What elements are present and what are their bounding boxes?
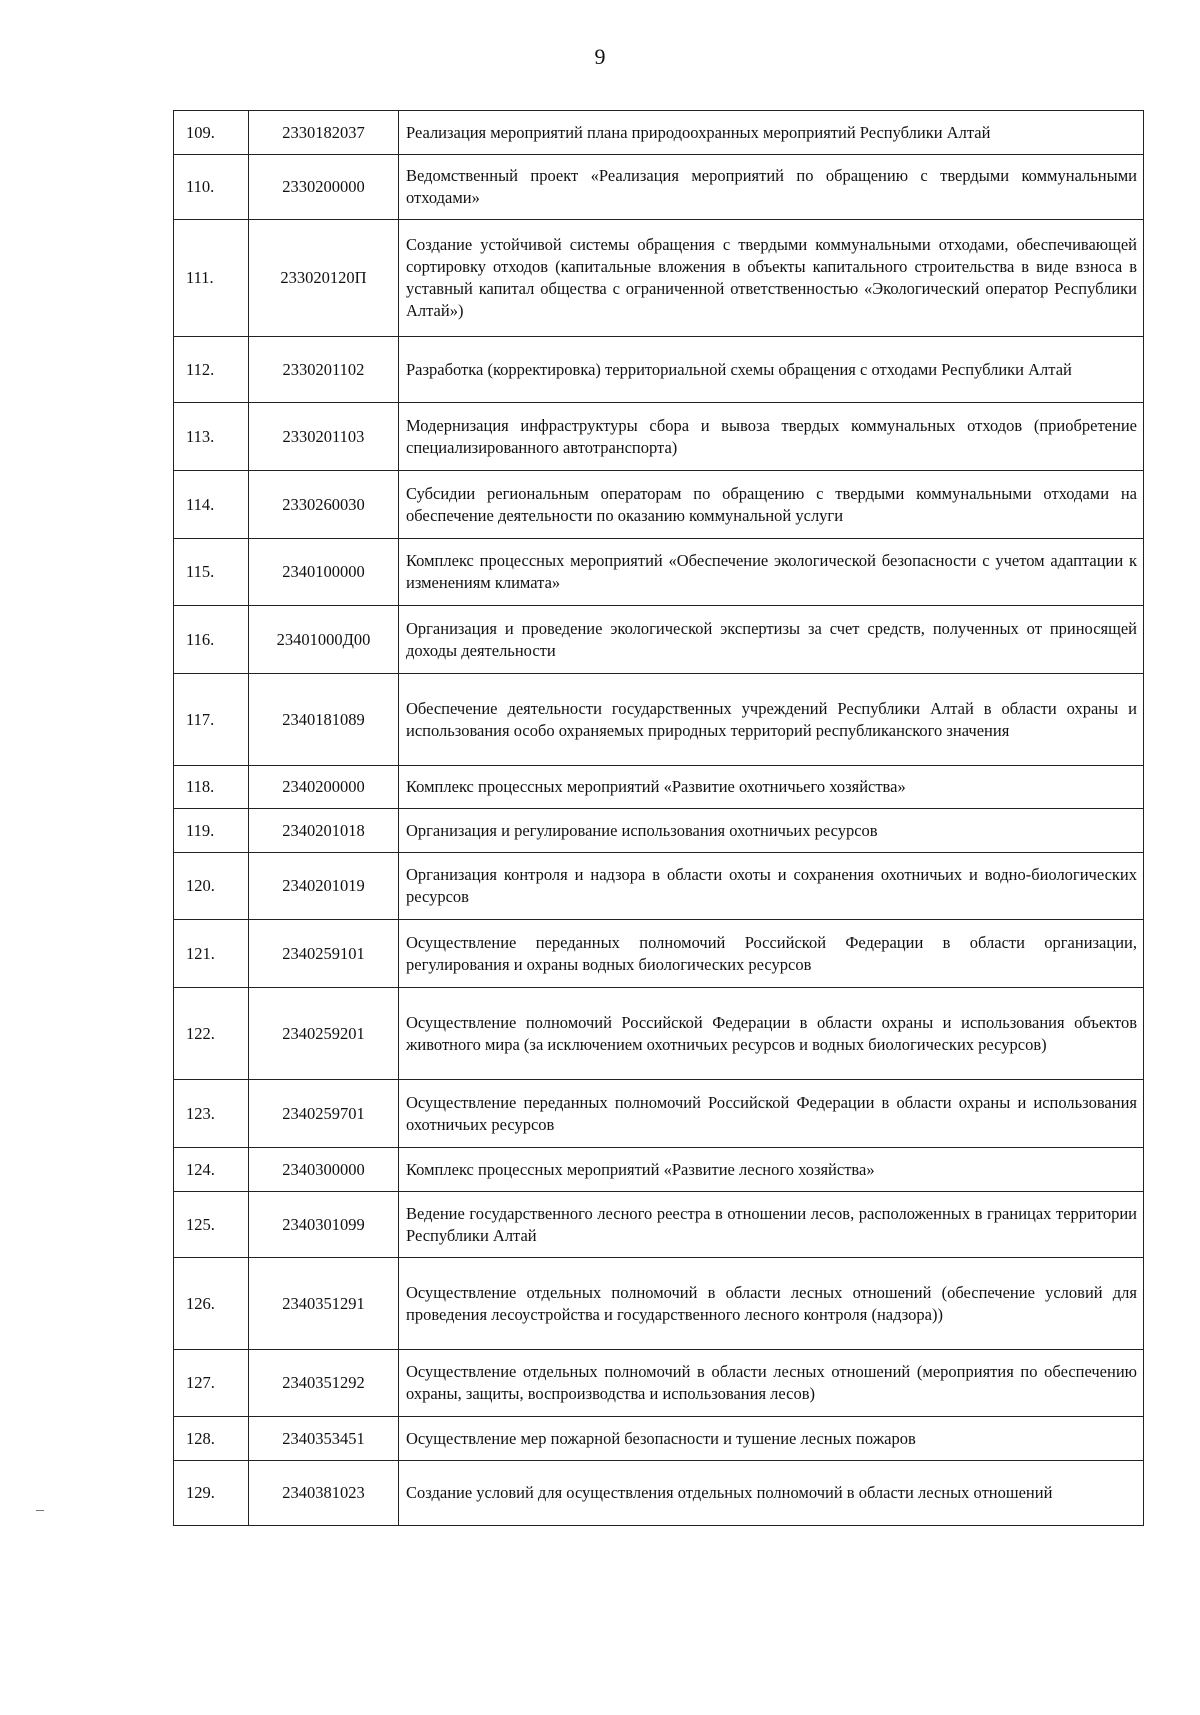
table-row <box>174 539 1144 606</box>
row-code: 2340200000 <box>249 766 399 809</box>
row-number: 118. <box>174 766 249 809</box>
row-description: Организация и регулирование использования охотничьих ресурсов <box>399 809 1144 853</box>
row-description: Комплекс процессных мероприятий «Развитие лесного хозяйства» <box>399 1148 1144 1192</box>
budget-codes-table <box>173 110 1144 1526</box>
row-code: 2330201102 <box>249 337 399 403</box>
row-number: 109. <box>174 111 249 155</box>
table-row <box>174 220 1144 337</box>
table-body <box>174 111 1144 1526</box>
row-description: Модернизация инфраструктуры сбора и вывоза твердых коммунальных отходов (приобретение специализированного автотранспорта) <box>399 403 1144 471</box>
row-number: 128. <box>174 1417 249 1461</box>
table-row <box>174 111 1144 155</box>
row-code: 2340381023 <box>249 1461 399 1526</box>
row-code: 2330200000 <box>249 155 399 220</box>
table-row <box>174 1148 1144 1192</box>
row-code: 2330201103 <box>249 403 399 471</box>
table-row <box>174 471 1144 539</box>
row-number: 120. <box>174 853 249 920</box>
row-code: 23401000Д00 <box>249 606 399 674</box>
row-description: Создание условий для осуществления отдельных полномочий в области лесных отношений <box>399 1461 1144 1526</box>
table-row <box>174 1258 1144 1350</box>
row-description: Реализация мероприятий плана природоохранных мероприятий Республики Алтай <box>399 111 1144 155</box>
row-code: 233020120П <box>249 220 399 337</box>
row-description: Осуществление полномочий Российской Федерации в области охраны и использования объектов животного мира (за исключением охотничьих ресурсов и водных биологических ресурсов) <box>399 988 1144 1080</box>
row-number: 111. <box>174 220 249 337</box>
row-number: 110. <box>174 155 249 220</box>
row-description: Осуществление мер пожарной безопасности и тушение лесных пожаров <box>399 1417 1144 1461</box>
row-number: 116. <box>174 606 249 674</box>
row-description: Комплекс процессных мероприятий «Развитие охотничьего хозяйства» <box>399 766 1144 809</box>
row-description: Осуществление переданных полномочий Российской Федерации в области организации, регулирования и охраны водных биологических ресурсов <box>399 920 1144 988</box>
row-number: 115. <box>174 539 249 606</box>
row-description: Ведение государственного лесного реестра в отношении лесов, расположенных в границах территории Республики Алтай <box>399 1192 1144 1258</box>
row-code: 2330260030 <box>249 471 399 539</box>
row-number: 113. <box>174 403 249 471</box>
row-description: Субсидии региональным операторам по обращению с твердыми коммунальными отходами на обеспечение деятельности по оказанию коммунальной услуги <box>399 471 1144 539</box>
row-number: 126. <box>174 1258 249 1350</box>
row-number: 121. <box>174 920 249 988</box>
row-description: Осуществление переданных полномочий Российской Федерации в области охраны и использования охотничьих ресурсов <box>399 1080 1144 1148</box>
table-row <box>174 1350 1144 1417</box>
table-row <box>174 606 1144 674</box>
row-description: Создание устойчивой системы обращения с твердыми коммунальными отходами, обеспечивающей сортировку отходов (капитальные вложения в объекты капитального строительства в виде взноса в уставный капитал общества с ограниченной ответственностью «Экологический оператор Республики Алтай») <box>399 220 1144 337</box>
table-row <box>174 766 1144 809</box>
row-code: 2340300000 <box>249 1148 399 1192</box>
row-number: 122. <box>174 988 249 1080</box>
row-description: Ведомственный проект «Реализация мероприятий по обращению с твердыми коммунальными отходами» <box>399 155 1144 220</box>
table-row <box>174 1192 1144 1258</box>
table-row <box>174 853 1144 920</box>
row-number: 123. <box>174 1080 249 1148</box>
row-description: Разработка (корректировка) территориальной схемы обращения с отходами Республики Алтай <box>399 337 1144 403</box>
row-code: 2340259701 <box>249 1080 399 1148</box>
row-number: 112. <box>174 337 249 403</box>
table-row <box>174 1080 1144 1148</box>
table-row <box>174 809 1144 853</box>
table-row <box>174 1417 1144 1461</box>
row-description: Обеспечение деятельности государственных учреждений Республики Алтай в области охраны и использования особо охраняемых природных территорий республиканского значения <box>399 674 1144 766</box>
row-description: Организация контроля и надзора в области охоты и сохранения охотничьих и водно-биологических ресурсов <box>399 853 1144 920</box>
table-row <box>174 337 1144 403</box>
table-row <box>174 155 1144 220</box>
row-code: 2340301099 <box>249 1192 399 1258</box>
table-row <box>174 920 1144 988</box>
row-code: 2340100000 <box>249 539 399 606</box>
row-code: 2340201018 <box>249 809 399 853</box>
page-number: 9 <box>594 44 606 69</box>
row-description: Организация и проведение экологической экспертизы за счет средств, полученных от приносящей доходы деятельности <box>399 606 1144 674</box>
scan-mark <box>36 1510 44 1511</box>
row-code: 2340259101 <box>249 920 399 988</box>
row-number: 119. <box>174 809 249 853</box>
row-description: Осуществление отдельных полномочий в области лесных отношений (мероприятия по обеспечению охраны, защиты, воспроизводства и использования лесов) <box>399 1350 1144 1417</box>
row-number: 114. <box>174 471 249 539</box>
row-description: Комплекс процессных мероприятий «Обеспечение экологической безопасности с учетом адаптации к изменениям климата» <box>399 539 1144 606</box>
table-row <box>174 674 1144 766</box>
row-number: 127. <box>174 1350 249 1417</box>
table-row <box>174 988 1144 1080</box>
row-code: 2340181089 <box>249 674 399 766</box>
row-number: 117. <box>174 674 249 766</box>
row-code: 2340353451 <box>249 1417 399 1461</box>
row-description: Осуществление отдельных полномочий в области лесных отношений (обеспечение условий для проведения лесоустройства и государственного лесного контроля (надзора)) <box>399 1258 1144 1350</box>
table-row <box>174 1461 1144 1526</box>
row-number: 129. <box>174 1461 249 1526</box>
row-code: 2340351292 <box>249 1350 399 1417</box>
table-row <box>174 403 1144 471</box>
row-number: 125. <box>174 1192 249 1258</box>
row-code: 2340201019 <box>249 853 399 920</box>
row-code: 2340259201 <box>249 988 399 1080</box>
row-code: 2340351291 <box>249 1258 399 1350</box>
row-code: 2330182037 <box>249 111 399 155</box>
row-number: 124. <box>174 1148 249 1192</box>
